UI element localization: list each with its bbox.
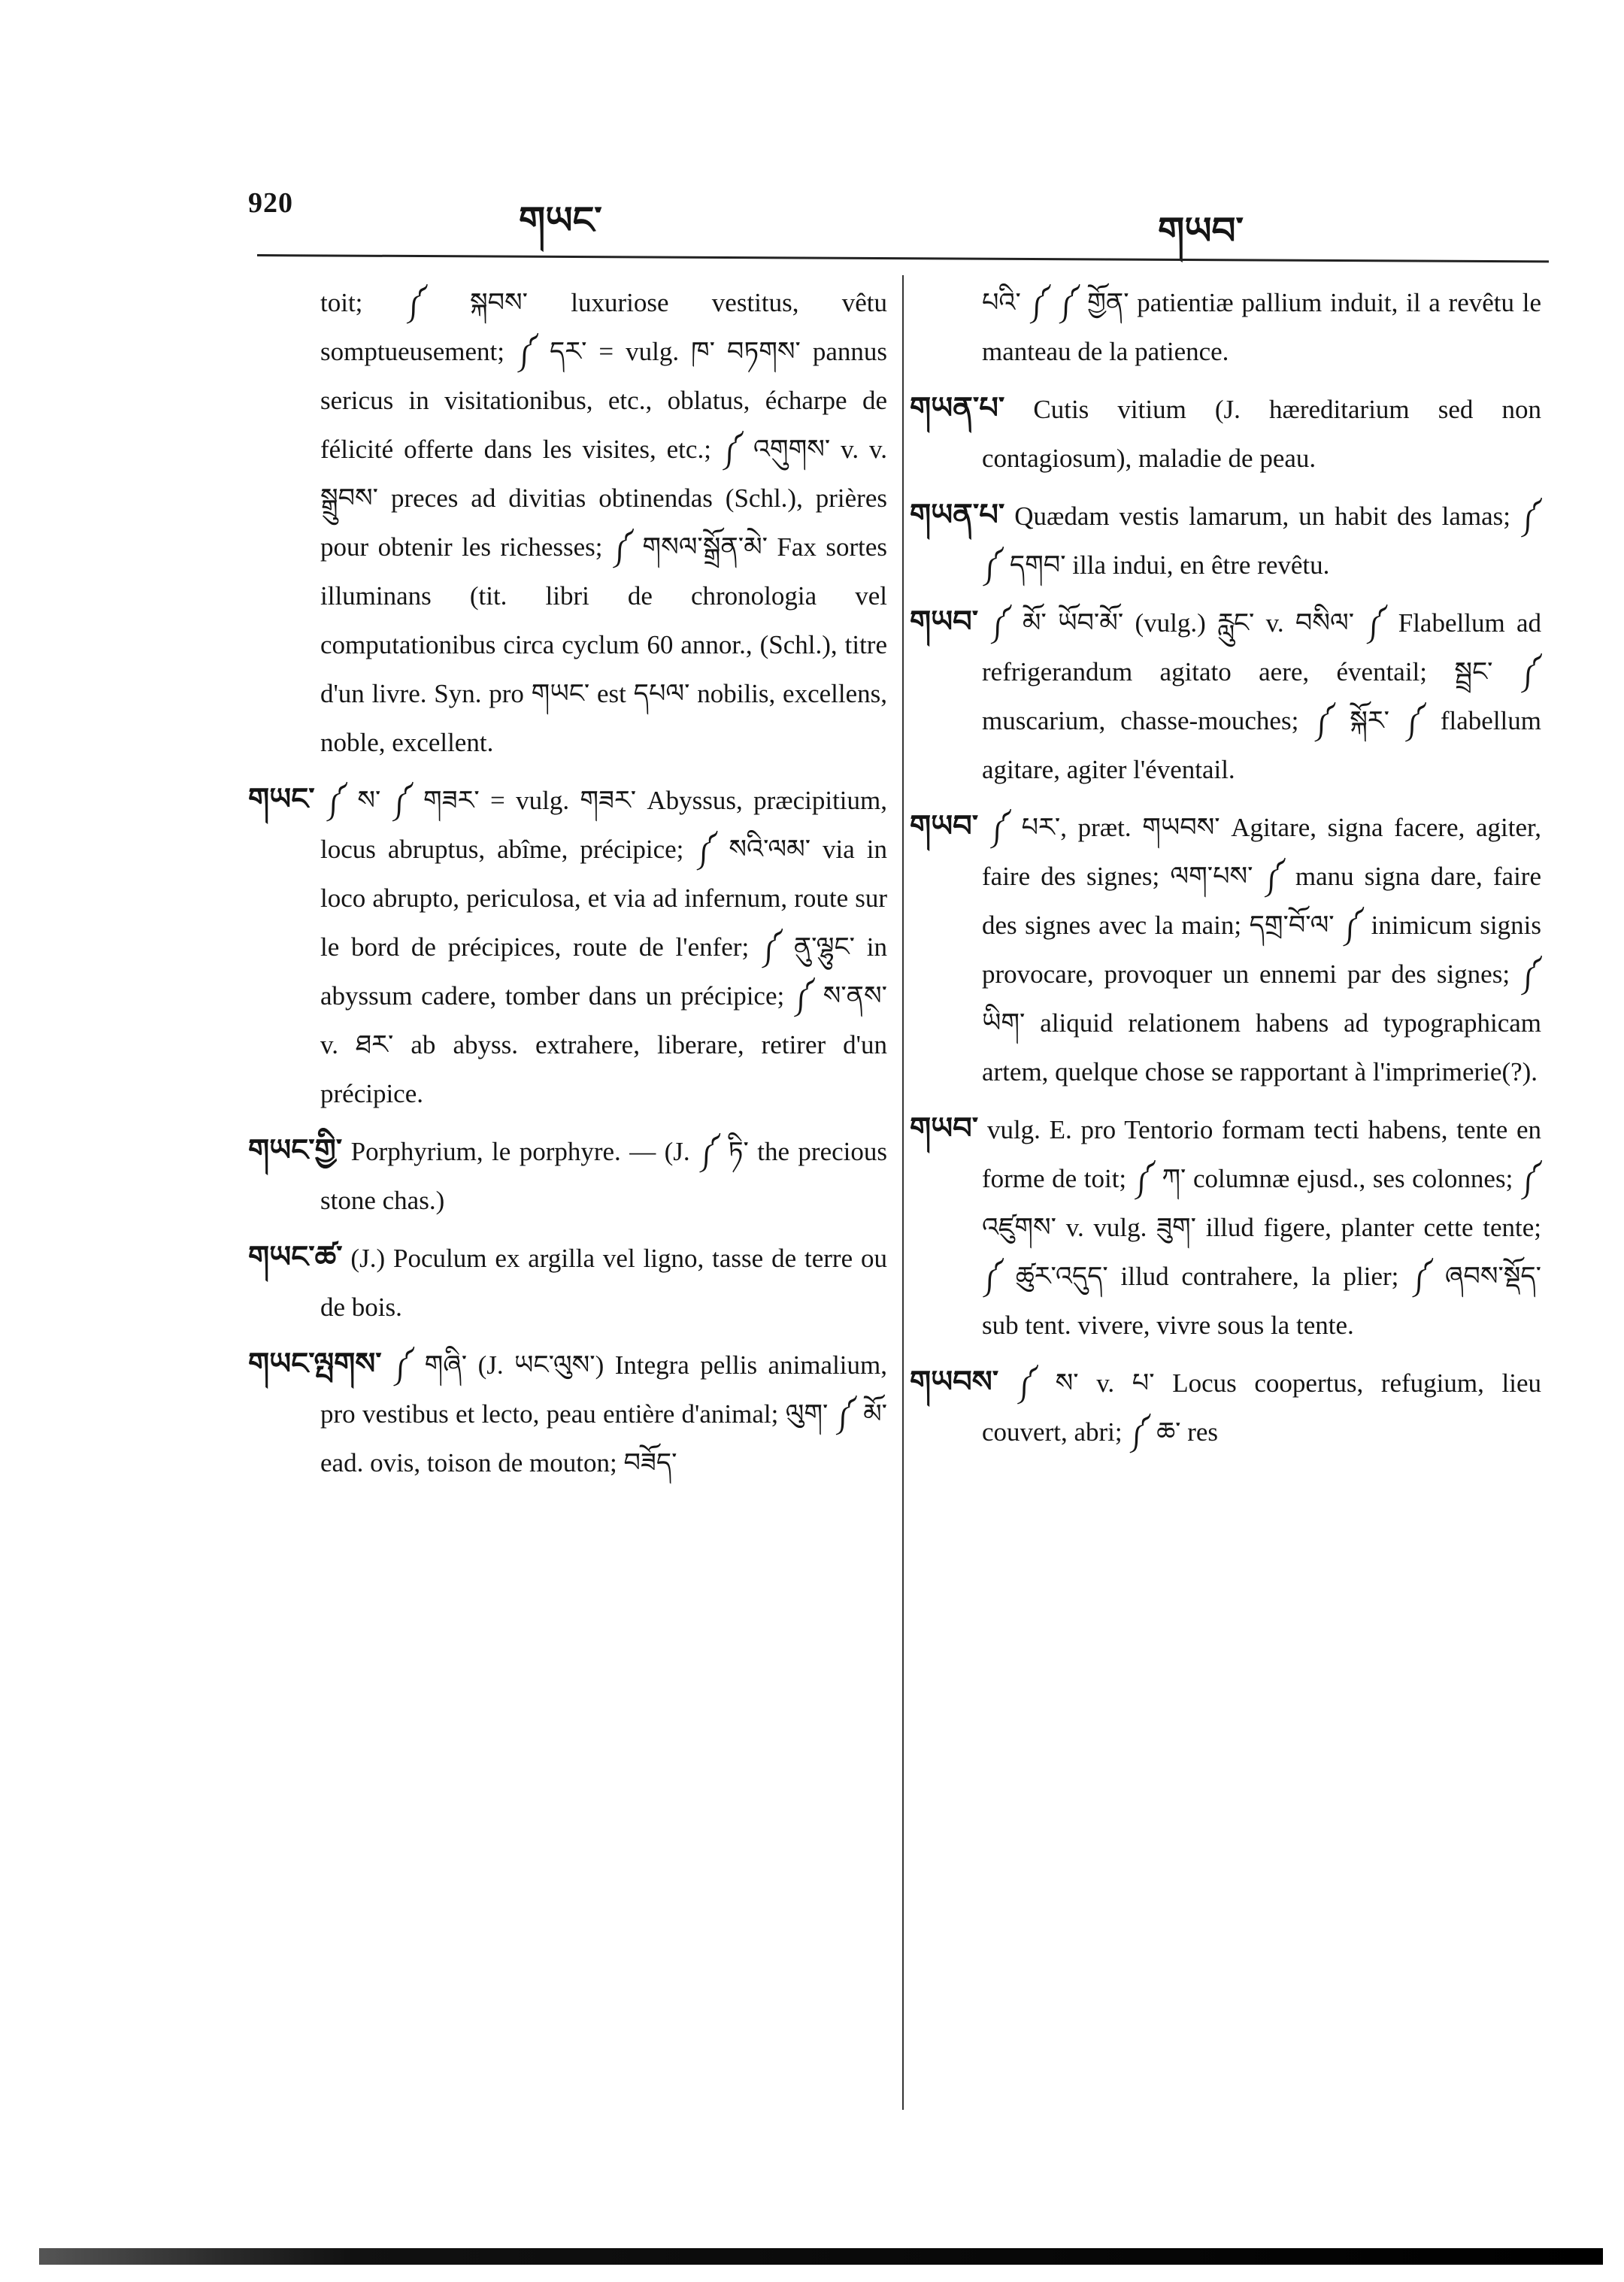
entry-text: Quædam vestis lamarum, un habit des lamas; ༼ ༼ དགབ་ illa indui, en être revêtu. <box>982 502 1541 580</box>
dictionary-entry <box>910 490 1541 589</box>
entry-headword: གཡང་ <box>248 782 315 816</box>
entry-text: toit; ༼ སྐབས་ luxuriose vestitus, vêtu somptueusement; ༼ དར་ = vulg. ཁ་ བཏགས་ pannus sericus in visitationibus, etc., oblatus, écharpe de félicité offerte dans les visites, etc.; ༼ འགུགས་ v. v. སྒྲུབས་ preces ad divitias obtinendas (Schl.), prières pour obtenir les richesses; ༼ གསལ་སྒྲོན་མེ་ Fax sortes illuminans (tit. libri de chronologia vel computationibus circa cyclum 60 annor., (Schl.), titre d'un livre. Syn. pro གཡང་ est དཔལ་ nobilis, excellens, noble, excellent. <box>320 288 887 757</box>
dictionary-entry <box>910 1357 1541 1456</box>
entry-headword: གཡབས་ <box>910 1365 999 1399</box>
scan-edge-band <box>39 2248 1603 2265</box>
page-number: 920 <box>248 187 293 219</box>
entry-headword: གཡན་པ་ <box>910 498 1005 532</box>
dictionary-entry <box>910 383 1541 483</box>
entry-headword: གཡབ་ <box>910 809 979 843</box>
dictionary-entry <box>248 277 887 767</box>
right-column <box>910 277 1541 1464</box>
entry-text: Cutis vitium (J. hæreditarium sed non contagiosum), maladie de peau. <box>982 395 1541 473</box>
dictionary-entry <box>248 774 887 1118</box>
entry-headword: གཡང་ལྤགས་ <box>248 1347 382 1380</box>
dictionary-entry <box>248 1339 887 1487</box>
entry-text: vulg. E. pro Tentorio formam tecti habens, tente en forme de toit; ༼ ཀ་ columnæ ejusd., ses colonnes; ༼ འཛུགས་ v. vulg. ཟུག་ illud figere, planter cette tente; ༼ ཚུར་འདུད་ illud contrahere, la plier; ༼ ཞབས་སྡོད་ sub tent. vivere, vivre sous la tente. <box>982 1115 1541 1340</box>
left-column <box>248 277 887 1495</box>
entry-text: Porphyrium, le porphyre. — (J. ༼ ཏི་ the precious stone chas.) <box>320 1137 887 1215</box>
entry-text: ༼ གཞི་ (J. ཡང་ལུས་) Integra pellis animalium, pro vestibus et lecto, peau entière d'animal; ལུག་ ༼ མོ་ ead. ovis, toison de mouton; བཟོད་ <box>320 1350 887 1477</box>
entry-text: ༼ པར་, præt. གཡབས་ Agitare, signa facere, agiter, faire des signes; ལག་པས་ ༼ manu signa dare, faire des signes avec la main; དགྲ་བོ་ལ་ ༼ inimicum signis provocare, provoquer un ennemi par des signes; ༼ ཡིག་ aliquid relationem habens ad typographicam artem, quelque chose se rapportant à l'imprimerie(?). <box>982 813 1542 1086</box>
entry-headword: གཡན་པ་ <box>910 391 1005 425</box>
entry-text: ༼ ས་ ༼ གཟར་ = vulg. གཟར་ Abyssus, præcipitium, locus abruptus, abîme, précipice; ༼ སའི་ལམ་ via in loco abrupto, periculosa, et via ad infernum, route sur le bord de précipices, route de l'enfer; ༼ ནུ་ལྷུང་ in abyssum cadere, tomber dans un précipice; ༼ ས་ནས་ v. ཐར་ ab abyss. extrahere, liberare, retirer d'un précipice. <box>320 786 887 1108</box>
entry-text: ༼ ས་ v. པ་ Locus coopertus, refugium, lieu couvert, abri; ༼ ཆ་ res <box>982 1368 1541 1447</box>
dictionary-entry <box>248 1232 887 1332</box>
dictionary-entry <box>910 1104 1541 1350</box>
dictionary-entry <box>910 802 1541 1096</box>
dictionary-entry <box>910 597 1541 794</box>
entry-text: ༼ མོ་ ཡོབ་མོ་ (vulg.) རླུང་ v. བསིལ་ ༼ Flabellum ad refrigerandum agitato aere, éventail; སྦྲང་ ༼ muscarium, chasse-mouches; ༼ སྐོར་ ༼ flabellum agitare, agiter l'éventail. <box>982 608 1542 784</box>
entry-text: (J.) Poculum ex argilla vel ligno, tasse de terre ou de bois. <box>320 1244 887 1322</box>
entry-headword: གཡང་གྱི་ <box>248 1133 343 1167</box>
running-headword-left: གཡང་ <box>519 199 602 241</box>
column-divider <box>902 275 904 2110</box>
dictionary-entry <box>910 277 1541 376</box>
header-rule <box>257 254 1549 262</box>
running-headword-right: གཡབ་ <box>1158 210 1244 252</box>
entry-headword: གཡང་ཚ་ <box>248 1240 343 1274</box>
dictionary-entry <box>248 1126 887 1225</box>
entry-headword: གཡབ་ <box>910 605 979 638</box>
entry-headword: གཡབ་ <box>910 1111 979 1145</box>
entry-text: པའི་ ༼ ༼ གྱོན་ patientiæ pallium induit, il a revêtu le manteau de la patience. <box>982 288 1541 366</box>
